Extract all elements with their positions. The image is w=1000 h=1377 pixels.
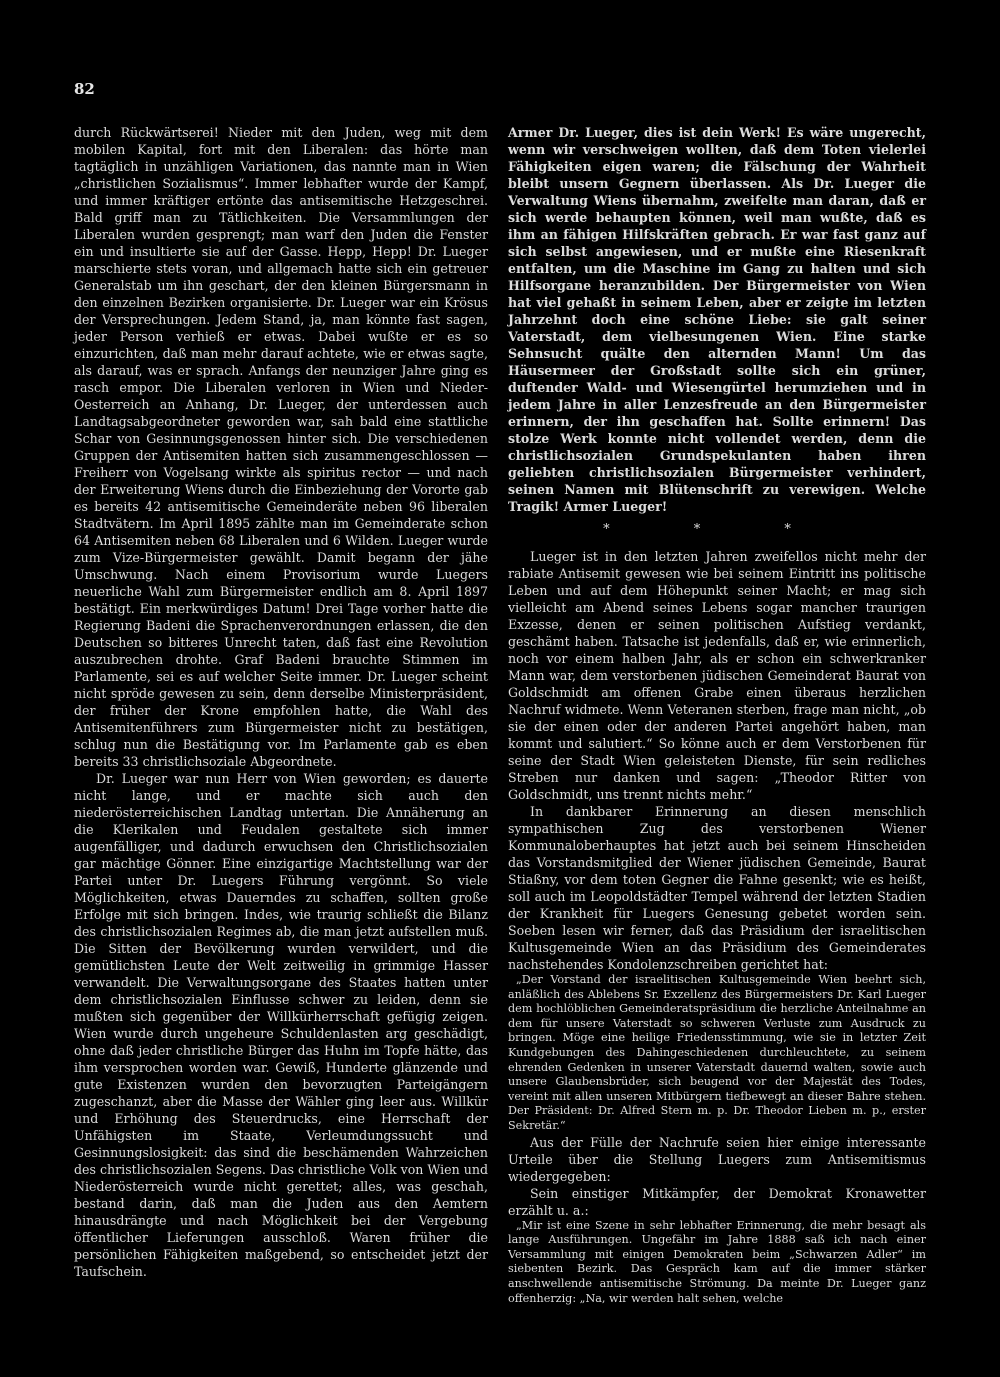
section-separator: * * * [603,522,831,537]
right-paragraph-4: Aus der Fülle der Nachrufe seien hier einige interessante Urteile über die Stellung Luegers zum Antisemitismus wiedergegeben: [508,1134,926,1184]
right-paragraph-2: Lueger ist in den letzten Jahren zweifellos nicht mehr der rabiate Antisemit gewesen wie bei seinem Eintritt ins politische Leben und auf dem Höhepunkt seiner Macht; er mag sich vielleicht am Abend seines Lebens sogar mancher traurigen Exzesse, denen er seinen politischen Aufstieg verdankt, geschämt haben. Tatsache ist jedenfalls, daß er, wie erinnerlich, noch vor einem halben Jahr, als er schon ein schwerkranker Mann war, dem verstorbenen jüdischen Gemeinderat Baurat von Goldschmidt am offenen Grabe einen überaus herzlichen Nachruf widmete. Wenn Veteranen sterben, frage man nicht, „ob sie der einen oder der anderen Partei angehört haben, man kommt und salutiert.“ So könne auch er dem Verstorbenen für seine der Stadt Wien geleisteten Dienste, für sein redliches Streben nur danken und sagen: „Theodor Ritter von Goldschmidt, uns trennt nichts mehr.“ [508,549,926,802]
right-paragraph-1: Armer Dr. Lueger, dies ist dein Werk! Es wäre ungerecht, wenn wir verschweigen wollten, daß dem Toten vielerlei Fähigkeiten eigen waren; die Fälschung der Wahrheit bleibt unsern Gegnern überlassen. Als Dr. Lueger die Verwaltung Wiens übernahm, zweifelte man daran, daß er sich werde behaupten können, weil man wußte, daß es ihm an fähigen Hilfskräften gebrach. Er war fast ganz auf sich selbst angewiesen, und er mußte eine Riesenkraft entfalten, um die Maschine im Gang zu halten und sich Hilfsorgane heranzubilden. Der Bürgermeister von Wien hat viel gehaßt in seinem Leben, aber er zeigte im letzten Jahrzehnt doch eine schöne Liebe: sie galt seiner Vaterstadt, dem vielbesungenen Wien. Eine starke Sehnsucht quälte den alternden Mann! Um das Häusermeer der Großstadt sollte sich ein grüner, duftender Wald- und Wiesengürtel herumziehen und in jedem Jahre in aller Lenzesfreude an den Bürgermeister erinnern, der ihn geschaffen hat. Sollte erinnern! Das stolze Werk konnte nicht vollendet werden, denn die christlichsozialen Grundspekulanten haben ihren geliebten christlichsozialen Bürgermeister verhindert, seinen Namen mit Blütenschrift zu verewigen. Welche Tragik! Armer Lueger! [508,125,926,514]
page-number: 82 [74,80,95,98]
left-column [74,124,488,1280]
right-column [508,124,926,1306]
left-paragraph-1: durch Rückwärtserei! Nieder mit den Juden, weg mit dem mobilen Kapital, fort mit den Liberalen: das hörte man tagtäglich in unzähligen Variationen, das nannte man in Wien „christlichen Sozialismus“. Immer lebhafter wurde der Kampf, und immer kräftiger ertönte das antisemitische Hetzgeschrei. Bald griff man zu Tätlichkeiten. Die Versammlungen der Liberalen wurden gesprengt; man warf den Juden die Fenster ein und insultierte sie auf der Gasse. Hepp, Hepp! Dr. Lueger marschierte stets voran, und allgemach hatte sich ein getreuer Generalstab um ihn geschart, der den kleinen Bürgersmann in den einzelnen Bezirken organisierte. Dr. Lueger war ein Krösus der Versprechungen. Jedem Stand, ja, man könnte fast sagen, jeder Person verhieß er etwas. Dabei wußte er es so einzurichten, daß man mehr darauf achtete, wie er etwas sagte, als darauf, was er sprach. Anfangs der neunziger Jahre ging es rasch empor. Die Liberalen verloren in Wien und Nieder-Oesterreich an Anhang, Dr. Lueger, der unterdessen auch Landtagsabgeordneter geworden war, sah bald eine stattliche Schar von Gesinnungsgenossen hinter sich. Die verschiedenen Gruppen der Antisemiten hatten sich zusammengeschlossen — Freiherr von Vogelsang wirkte als spiritus rector — und nach der Erweiterung Wiens durch die Einbeziehung der Vororte gab es bereits 42 antisemitische Gemeinderäte neben 96 liberalen Stadtvätern. Im April 1895 zählte man im Gemeinderate schon 64 Antisemiten neben 68 Liberalen und 6 Wilden. Lueger wurde zum Vize-Bürgermeister gewählt. Damit begann der jähe Umschwung. Nach einem Provisorium wurde Luegers neuerliche Wahl zum Bürgermeister endlich am 8. April 1897 bestätigt. Ein merkwürdiges Datum! Drei Tage vorher hatte die Regierung Badeni die Sprachenverordnungen erlassen, die den Deutschen so bitteres Unrecht taten, daß fast eine Revolution auszubrechen drohte. Graf Badeni brauchte Stimmen im Parlamente, sei es auf welcher Seite immer. Dr. Lueger scheint nicht spröde gewesen zu sein, denn derselbe Ministerpräsident, der früher der Krone empfohlen hatte, die Wahl des Antisemitenführers zum Bürgermeister nicht zu bestätigen, schlug nun die Bestätigung vor. Im Parlamente gab es eben bereits 33 christlichsoziale Abgeordnete. [74,125,488,769]
kronawetter-quote: „Mir ist eine Szene in sehr lebhafter Erinnerung, die mehr besagt als lange Ausführungen. Ungefähr im Jahre 1888 saß ich nach einer Versammlung mit einigen Demokraten beim „Schwarzen Adler“ im siebenten Bezirk. Das Gespräch kam auf die immer stärker anschwellende antisemitische Strömung. Da meinte Dr. Lueger ganz offenherzig: „Na, wir werden halt sehen, welche [508,1218,926,1305]
right-paragraph-5: Sein einstiger Mitkämpfer, der Demokrat Kronawetter erzählt u. a.: [508,1185,926,1218]
left-paragraph-2: Dr. Lueger war nun Herr von Wien geworden; es dauerte nicht lange, und er machte sich auch den niederösterreichischen Landtag untertan. Die Annäherung an die Klerikalen und Feudalen gestaltete sich immer augenfälliger, und dadurch erwuchsen den Christlichsozialen gar mächtige Gönner. Eine einzigartige Machtstellung war der Partei unter Dr. Luegers Führung vergönnt. So viele Möglichkeiten, etwas Dauerndes zu schaffen, sollten große Erfolge mit sich bringen. Indes, wie traurig schließt die Bilanz des christlichsozialen Regimes ab, die man jetzt aufstellen muß. Die Sitten der Bevölkerung wurden verwildert, und die gemütlichsten Leute der Welt zeitweilig in grimmige Hasser verwandelt. Die Verwaltungsorgane des Staates hatten unter dem christlichsozialen Einflusse schwer zu leiden, denn sie mußten sich gegenüber der Willkürherrschaft gefügig zeigen. Wien wurde durch ungeheure Schuldenlasten arg geschädigt, ohne daß jeder christliche Bürger das Huhn im Topfe hätte, das ihm versprochen worden war. Gewiß, Hunderte glänzende und gute Existenzen wurden den bevorzugten Parteigängern zugeschanzt, aber die Masse der Wähler ging leer aus. Willkür und Erhöhung des Steuerdrucks, eine Herrschaft der Unfähigsten im Staate, Verleumdungssucht und Gesinnungslosigkeit: das sind die beschämenden Wahrzeichen des christlichsozialen Segens. Das christliche Volk von Wien und Niederösterreich wurde nicht gerettet; alles, was geschah, bestand darin, daß man die Juden aus den Aemtern hinausdrängte und nach Möglichkeit bei der Vergebung öffentlicher Lieferungen ausschloß. Waren früher die persönlichen Fähigkeiten maßgebend, so entscheidet jetzt der Taufschein. [74,771,489,1279]
right-paragraph-3: In dankbarer Erinnerung an diesen menschlich sympathischen Zug des verstorbenen Wiener Kommunaloberhauptes hat jetzt auch bei seinem Hinscheiden das Vorstandsmitglied der Wiener jüdischen Gemeinde, Baurat Stiaßny, vor dem toten Gegner die Fahne gesenkt; wie es heißt, soll auch im Leopoldstädter Tempel während der letzten Stadien der Krankheit für Luegers Genesung gebetet worden sein. Soeben lesen wir ferner, daß das Präsidium der israelitischen Kultusgemeinde Wien an das Präsidium des Gemeinderates nachstehendes Kondolenzschreiben gerichtet hat: [508,804,926,972]
condolence-letter-quote: „Der Vorstand der israelitischen Kultusgemeinde Wien beehrt sich, anläßlich des Ablebens Sr. Exzellenz des Bürgermeisters Dr. Karl Lueger dem hochlöblichen Gemeinderatspräsidium die herzliche Anteilnahme an dem für unsere Vaterstadt so schweren Verluste zum Ausdruck zu bringen. Möge eine heilige Friedensstimmung, wie sie in letzter Zeit Kundgebungen des Dahingeschiedenen durchleuchtete, zu seinem ehrenden Gedenken in unserer Vaterstadt dauernd walten, sowie auch unsere Glaubensbrüder, sich beugend vor der Majestät des Todes, vereint mit allen unseren Mitbürgern tiefbewegt an dieser Bahre stehen. Der Präsident: Dr. Alfred Stern m. p. Dr. Theodor Lieben m. p., erster Sekretär.“ [508,973,926,1132]
